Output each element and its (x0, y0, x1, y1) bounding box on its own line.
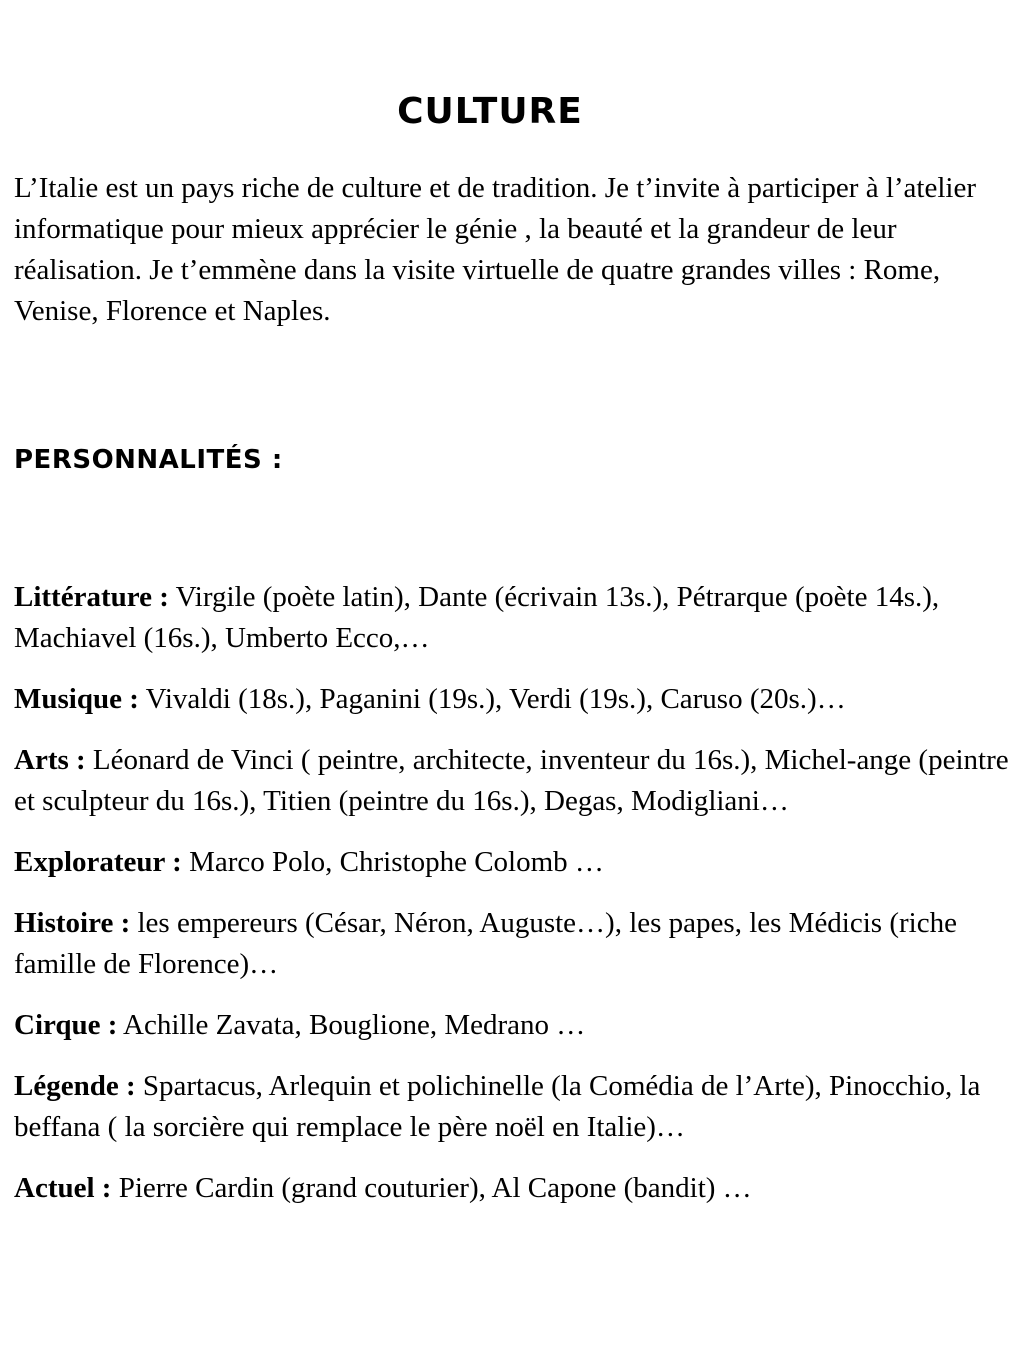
entry-text: Marco Polo, Christophe Colomb … (181, 846, 604, 878)
entry-label: Légende : (14, 1070, 136, 1102)
entry-label: Musique : (14, 683, 139, 715)
personalities-list (14, 577, 1014, 1229)
intro-paragraph: L’Italie est un pays riche de culture et de tradition. Je t’invite à participer à l’atelier informatique pour mieux apprécier le génie , la beauté et la grandeur de leur réalisation. Je t’emmène dans la visite virtuelle de quatre grandes villes : Rome, Venise, Florence et Naples. (14, 172, 976, 327)
entry-legende (14, 1066, 1014, 1148)
entry-label: Cirque : (14, 1009, 118, 1041)
entry-explorateur (14, 842, 1014, 883)
entry-label: Littérature : (14, 581, 169, 613)
entry-text: les empereurs (César, Néron, Auguste…), les papes, les Médicis (riche famille de Florence)… (14, 907, 957, 980)
entry-text: Vivaldi (18s.), Paganini (19s.), Verdi (19s.), Caruso (20s.)… (138, 683, 846, 715)
entry-arts (14, 740, 1014, 822)
entry-musique (14, 679, 1014, 720)
entry-cirque (14, 1005, 1014, 1046)
entry-text: Pierre Cardin (grand couturier), Al Capone (bandit) … (111, 1172, 752, 1204)
section-heading: PERSONNALITÉS : (14, 445, 283, 475)
page-title: CULTURE (397, 91, 583, 133)
entry-text: Virgile (poète latin), Dante (écrivain 13s.), Pétrarque (poète 14s.), Machiavel (16s.), Umberto Ecco,… (14, 581, 940, 654)
entry-label: Explorateur : (14, 846, 182, 878)
entry-text: Achille Zavata, Bouglione, Medrano … (117, 1009, 586, 1041)
entry-litterature (14, 577, 1014, 659)
entry-label: Arts : (14, 744, 86, 776)
entry-label: Actuel : (14, 1172, 112, 1204)
entry-actuel (14, 1168, 1014, 1209)
entry-text: Léonard de Vinci ( peintre, architecte, inventeur du 16s.), Michel-ange (peintre et sculpteur du 16s.), Titien (peintre du 16s.), Degas, Modigliani… (14, 744, 1009, 817)
entry-text: Spartacus, Arlequin et polichinelle (la Comédia de l’Arte), Pinocchio, la beffana ( la sorcière qui remplace le père noël en Italie)… (14, 1070, 981, 1143)
entry-histoire (14, 903, 1014, 985)
entry-label: Histoire : (14, 907, 131, 939)
